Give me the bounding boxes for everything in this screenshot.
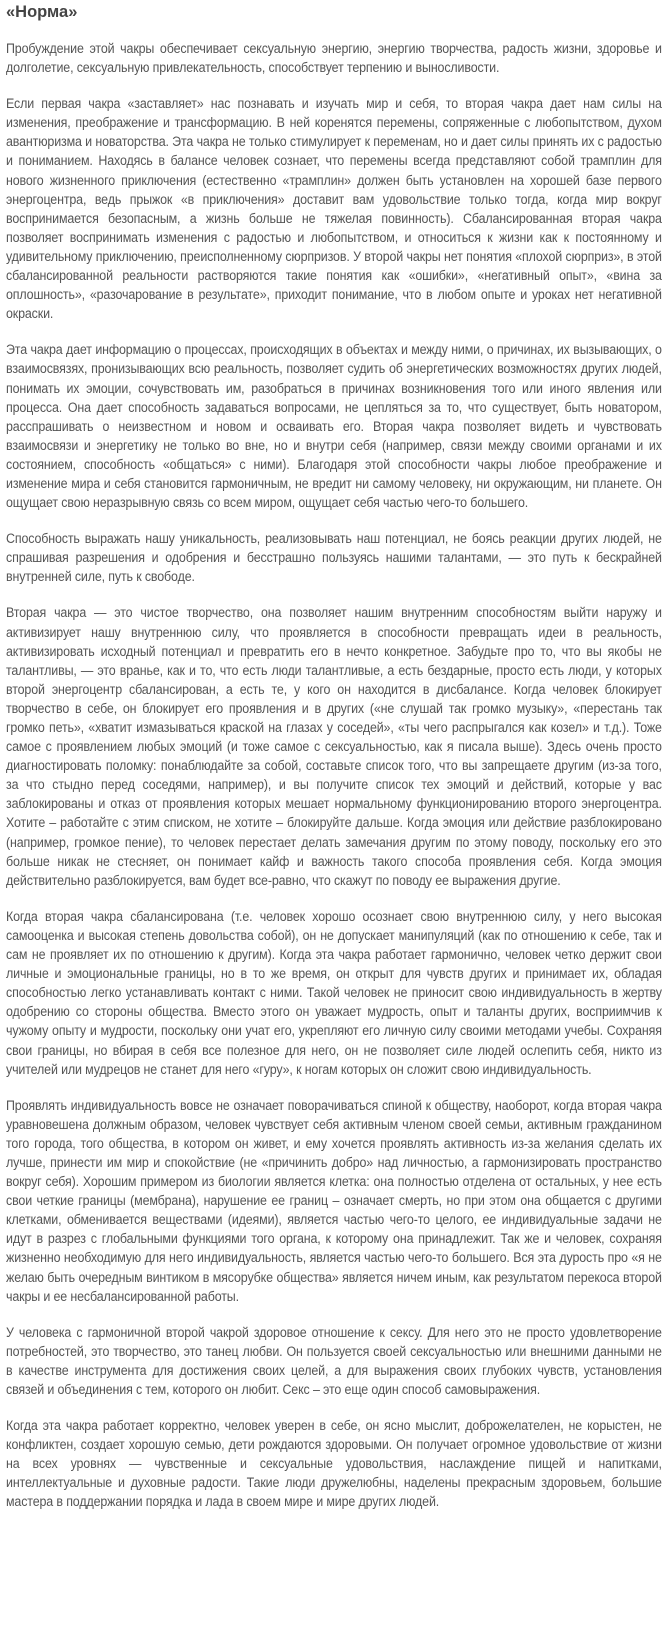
paragraph: Способность выражать нашу уникальность, реализовывать наш потенциал, не боясь реакции других людей, не спрашивая разрешения и одобрения и бесстрашно пользуясь нашими талантами, — это путь к бескрайней внутренней силе, путь к свободе. (6, 531, 662, 585)
paragraph: У человека с гармоничной второй чакрой здоровое отношение к сексу. Для него это не просто удовлетворение потребностей, это творчество, это танец любви. Он пользуется своей сексуальностью или внешними данными не в качестве инструмента для достижения своих целей, а для выражения своих глубоких чувств, установления связей и объединения с тем, которого он любит. Секс – это еще один способ самовыражения. (6, 1324, 662, 1397)
paragraph-intro: Пробуждение этой чакры обеспечивает сексуальную энергию, энергию творчества, радость жизни, здоровье и долголетие, сексуальную привлекательность, способствует терпению и выносливости. (6, 41, 662, 76)
paragraph: Если первая чакра «заставляет» нас познавать и изучать мир и себя, то вторая чакра дает нам силы на изменения, преображение и трансформацию. В ней коренятся перемены, сопряженные с любопытством, духом авантюризма и новаторства. Эта чакра не только стимулирует к переменам, но и дает силы принять их с радостью и пониманием. Находясь в балансе человек сознает, что перемены всегда представляют собой трамплин для нового жизненного приключения (естественно «трамплин» должен быть установлен на хорошей базе первого энергоцентра, ведь прыжок «в приключения» доставит вам удовольствие только тогда, когда мир вокруг воспринимается безопасным, а жизнь больше не тяжелая повинность). Сбалансированная вторая чакра позволяет воспринимать изменения с радостью и любопытством, и относиться к жизни как к постоянному и удивительному приключению, преисполненному сюрпризов. У второй чакры нет понятия «плохой сюрприз», в этой сбалансированной реальности растворяются такие понятия как «ошибки», «негативный опыт», «вина за оплошность», «разочарование в результате», приходит понимание, что в любом опыте и уроках нет негативной окраски. (6, 96, 662, 322)
section-title: «Норма» (6, 3, 78, 21)
paragraph: Проявлять индивидуальность вовсе не означает поворачиваться спиной к обществу, наоборот, когда вторая чакра уравновешена должным образом, человек чувствует себя активным членом своей семьи, активным гражданином того города, того общества, в котором он живет, и ему хочется проявлять активность из-за желания сделать их лучше, принести им мир и спокойствие (не «причинить добро» над личностью, а гармонизировать пространство вокруг себя). Хорошим примером из биологии является клетка: она полностью отделена от остальных, у нее есть свои четкие границы (мембрана), нарушение ее границ – означает смерть, но при этом она общается с другими клетками, обменивается веществами (идеями), является частью чего-то целого, ее индивидуальные задачи не идут в разрез с глобальными функциями того органа, к которому она принадлежит. Так же и человек, сохраняя жизненно необходимую для него индивидуальность, является частью чего-то большего. Вся эта дурость про «я не желаю быть очередным винтиком в мясорубке общества» является ничем иным, как результатом перекоса второй чакры и ее несбалансированной работы. (6, 1097, 662, 1304)
paragraph: Эта чакра дает информацию о процессах, происходящих в объектах и между ними, о причинах, их вызывающих, о взаимосвязях, пронизывающих всю реальность, позволяет судить об энергетических возможностях других людей, понимать их эмоции, сочувствовать им, разобраться в причинах возникновения того или иного явления или процесса. Она дает способность задаваться вопросами, не цепляться за то, что существует, быть новатором, расспрашивать о неизвестном и новом и осваивать его. Вторая чакра позволяет видеть и чувствовать взаимосвязи и энергетику не только во вне, но и внутри себя (например, связи между своими органами и их состоянием, способность «общаться» с ними). Благодаря этой способности чакры любое преображение и изменение мира и себя становится гармоничным, не вредит ни самому человеку, ни окружающим, ни планете. Он ощущает свою неразрывную связь со всем миром, ощущает себя частью чего-то большего. (6, 342, 662, 511)
paragraph: Когда вторая чакра сбалансирована (т.е. человек хорошо осознает свою внутреннюю силу, у него высокая самооценка и высокая степень довольства собой), он не допускает манипуляций (как по отношению к себе, так и сам не проявляет их по отношению к другим). Когда эта чакра работает гармонично, человек четко держит свои личные и эмоциональные границы, но в то же время, он открыт для чувств других и принимает их, обладая способностью легко устанавливать контакт с ними. Такой человек не приносит свою индивидуальность в жертву одобрению со стороны общества. Вместо этого он уважает мудрость, опыт и таланты других, восприимчив к чужому опыту и мудрости, поскольку они учат его, укрепляют его личную силу своими методами учебы. Сохраняя свои границы, но вбирая в себя все полезное для него, он не позволяет силе людей ослепить себя, никто из учителей или мудрецов не станет для него «гуру», к ногам которых он сложит свою индивидуальность. (6, 908, 662, 1077)
paragraph: Вторая чакра — это чистое творчество, она позволяет нашим внутренним способностям выйти наружу и активизирует нашу внутреннюю силу, что проявляется в способности превращать идеи в реальность, активизировать исходный потенциал и превратить его в нечто конкретное. Забудьте про то, что вы якобы не талантливы, — это вранье, как и то, что есть люди талантливые, а есть бездарные, просто есть люди, у которых второй энергоцентр сбалансирован, а есть те, у кого он находится в дисбалансе. Когда человек блокирует творчество в себе, он блокирует его проявления и в других («не слушай так громко музыку», «перестань так громко петь», «хватит измазываться краской на глазах у соседей», «ты чего распрыгался как козел» и т.д.). Тоже самое с проявлением любых эмоций (и тоже самое с сексуальностью, как я писала выше). Здесь очень просто диагностировать поломку: понаблюдайте за собой, составьте список того, что вы запрещаете другим (из-за того, за что стыдно перед соседями, например), и вы получите список тех эмоций и действий, которые у вас заблокированы и отказ от проявления которых мешает нормальному функционированию второго энергоцентра. Хотите – работайте с этим списком, не хотите – блокируйте дальше. Когда эмоция или действие разблокировано (например, громкое пение), то человек перестает делать замечания другим по этому поводу, поскольку его это больше никак не стесняет, он понимает кайф и важность такого способа проявления себя. Когда эмоция действительно разблокируется, вам будет все-равно, что скажут по поводу ее выражения другие. (6, 605, 662, 888)
paragraph: Когда эта чакра работает корректно, человек уверен в себе, он ясно мыслит, доброжелателен, не корыстен, не конфликтен, создает хорошую семью, дети рождаются здоровыми. Он получает огромное удовольствие от жизни на всех уровнях — чувственные и сексуальные удовольствия, наслаждение пищей и напитками, интеллектуальные и духовные радости. Такие люди дружелюбны, наделены прекрасным здоровьем, большие мастера в поддержании порядка и лада в своем мире и мире других людей. (6, 1418, 662, 1510)
